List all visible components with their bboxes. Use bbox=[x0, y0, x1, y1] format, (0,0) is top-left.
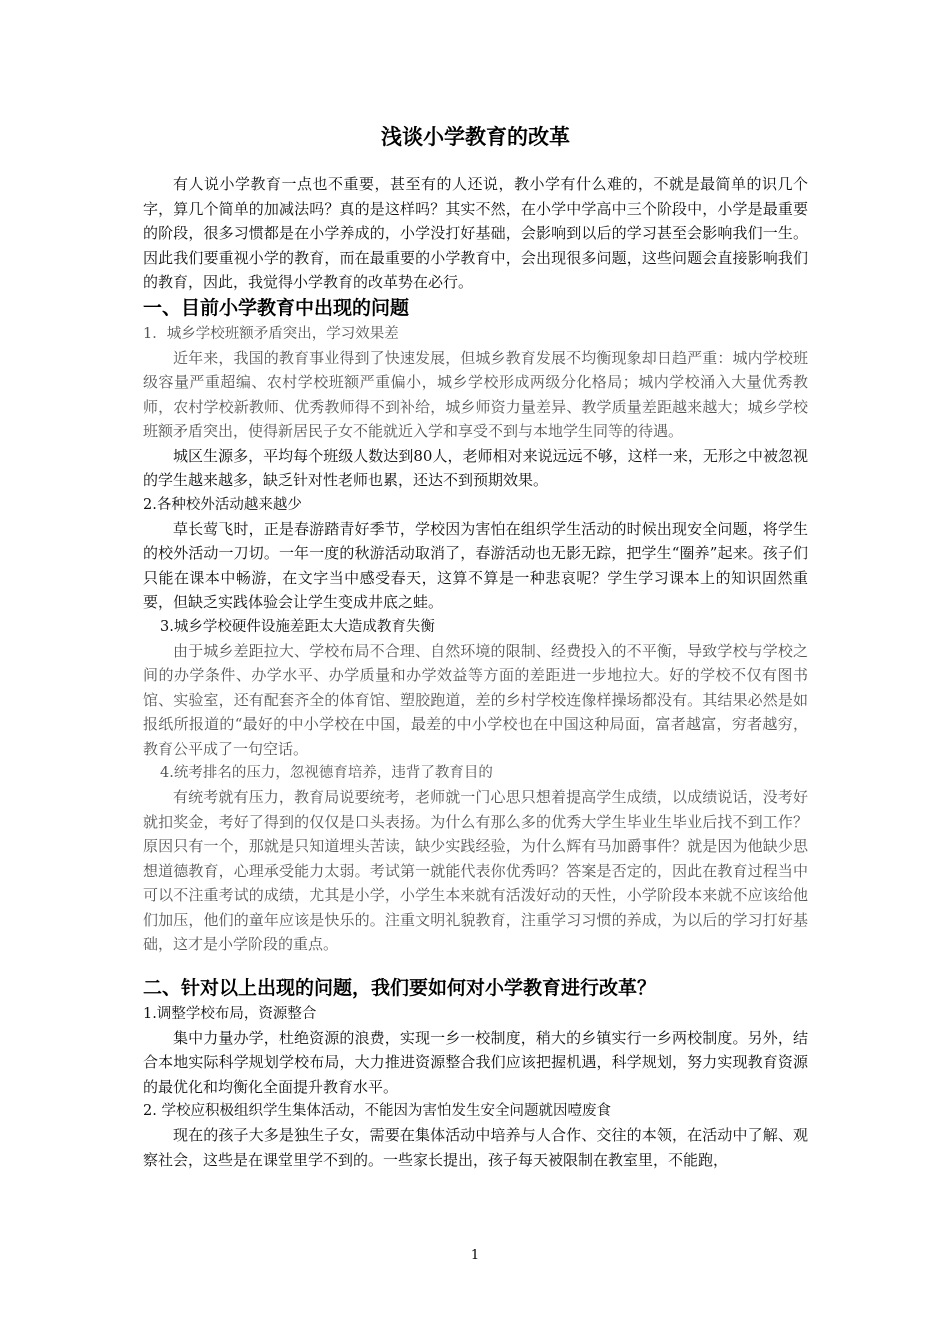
document-page bbox=[143, 122, 808, 1172]
section-1-item-2-paragraph-1: 草长莺飞时，正是春游踏青好季节，学校因为害怕在组织学生活动的时候出现安全问题，将学生的校外活动一刀切。一年一度的秋游活动取消了，春游活动也无影无踪，把学生“圈养”起来。孩子们只能在课本中畅游，在文字当中感受春天，这算不算是一种悲哀呢？学生学习课本上的知识固然重要，但缺乏实践体验会让学生变成井底之蛙。 bbox=[143, 519, 808, 611]
section-spacer bbox=[143, 957, 808, 975]
section-2-item-1-title: 1.调整学校布局，资源整合 bbox=[143, 1005, 317, 1022]
section-1-item-4-title: 4.统考排名的压力，忽视德育培养，违背了教育目的 bbox=[160, 765, 493, 781]
intro-paragraph: 有人说小学教育一点也不重要，甚至有的人还说，教小学有什么难的，不就是最简单的识几个字，算几个简单的加减法吗？真的是这样吗？其实不然，在小学中学高中三个阶段中，小学是最重要的阶段，很多习惯都是在小学养成的，小学没打好基础，会影响到以后的学习甚至会影响我们一生。因此我们要重视小学的教育，而在最重要的小学教育中，会出现很多问题，这些问题会直接影响我们的教育，因此，我觉得小学教育的改革势在必行。 bbox=[143, 175, 808, 291]
section-1-item-2-title: 2.各种校外活动越来越少 bbox=[143, 496, 302, 513]
section-2-item-2-paragraph-1: 现在的孩子大多是独生子女，需要在集体活动中培养与人合作、交往的本领，在活动中了解、观察社会，这些是在课堂里学不到的。一些家长提出，孩子每天被限制在教室里，不能跑， bbox=[143, 1126, 808, 1169]
document-title: 浅谈小学教育的改革 bbox=[381, 125, 570, 149]
section-2-item-2-title: 2. 学校应积极组织学生集体活动，不能因为害怕发生安全问题就因噎废食 bbox=[143, 1103, 611, 1119]
section-1-item-4-paragraph-1: 有统考就有压力，教育局说要统考，老师就一门心思只想着提高学生成绩，以成绩说话，没考好就扣奖金，考好了得到的仅仅是口头表扬。为什么有那么多的优秀大学生毕业生毕业后找不到工作？原因只有一个，那就是只知道埋头苦读，缺少实践经验，为什么辉有马加爵事件？就是因为他缺少思想道德教育，心理承受能力太弱。考试第一就能代表你优秀吗？答案是否定的，因此在教育过程当中可以不注重考试的成绩，尤其是小学，小学生本来就有活泼好动的天性，小学阶段本来就不应该给他们加压，他们的童年应该是快乐的。注重文明礼貌教育，注重学习习惯的养成，为以后的学习打好基础，这才是小学阶段的重点。 bbox=[143, 788, 808, 953]
section-1-item-1-title: 1．城乡学校班额矛盾突出，学习效果差 bbox=[143, 325, 399, 342]
section-2-heading: 二、针对以上出现的问题，我们要如何对小学教育进行改革？ bbox=[143, 976, 657, 999]
section-1-item-1-paragraph-2: 城区生源多，平均每个班级人数达到80人，老师相对来说远远不够，这样一来，无形之中被忽视的学生越来越多，缺乏针对性老师也累，还达不到预期效果。 bbox=[143, 446, 808, 489]
section-2-item-1-paragraph-1: 集中力量办学，杜绝资源的浪费，实现一乡一校制度，稍大的乡镇实行一乡两校制度。另外，结合本地实际科学规划学校布局，大力推进资源整合我们应该把握机遇，科学规划，努力实现教育资源的最优化和均衡化全面提升教育水平。 bbox=[143, 1028, 808, 1096]
section-1-heading: 一、目前小学教育中出现的问题 bbox=[143, 296, 410, 319]
section-1-item-3-title: 3.城乡学校硬件设施差距太大造成教育失衡 bbox=[160, 618, 435, 635]
page-number: 1 bbox=[470, 1248, 480, 1263]
section-1-item-3-paragraph-1: 由于城乡差距拉大、学校布局不合理、自然环境的限制、经费投入的不平衡，导致学校与学校之间的办学条件、办学水平、办学质量和办学效益等方面的差距进一步地拉大。好的学校不仅有图书馆、实验室，还有配套齐全的体育馆、塑胶跑道，差的乡村学校连像样操场都没有。其结果必然是如报纸所报道的“最好的中小学校在中国，最差的中小学校也在中国这种局面，富者越富，穷者越穷，教育公平成了一句空话。 bbox=[143, 641, 808, 758]
section-1-item-1-paragraph-1: 近年来，我国的教育事业得到了快速发展，但城乡教育发展不均衡现象却日趋严重：城内学校班级容量严重超编、农村学校班额严重偏小，城乡学校形成两级分化格局；城内学校涌入大量优秀教师，农村学校新教师、优秀教师得不到补给，城乡师资力量差异、教学质量差距越来越大；城乡学校班额矛盾突出，使得新居民子女不能就近入学和享受不到与本地学生同等的待遇。 bbox=[143, 348, 808, 440]
